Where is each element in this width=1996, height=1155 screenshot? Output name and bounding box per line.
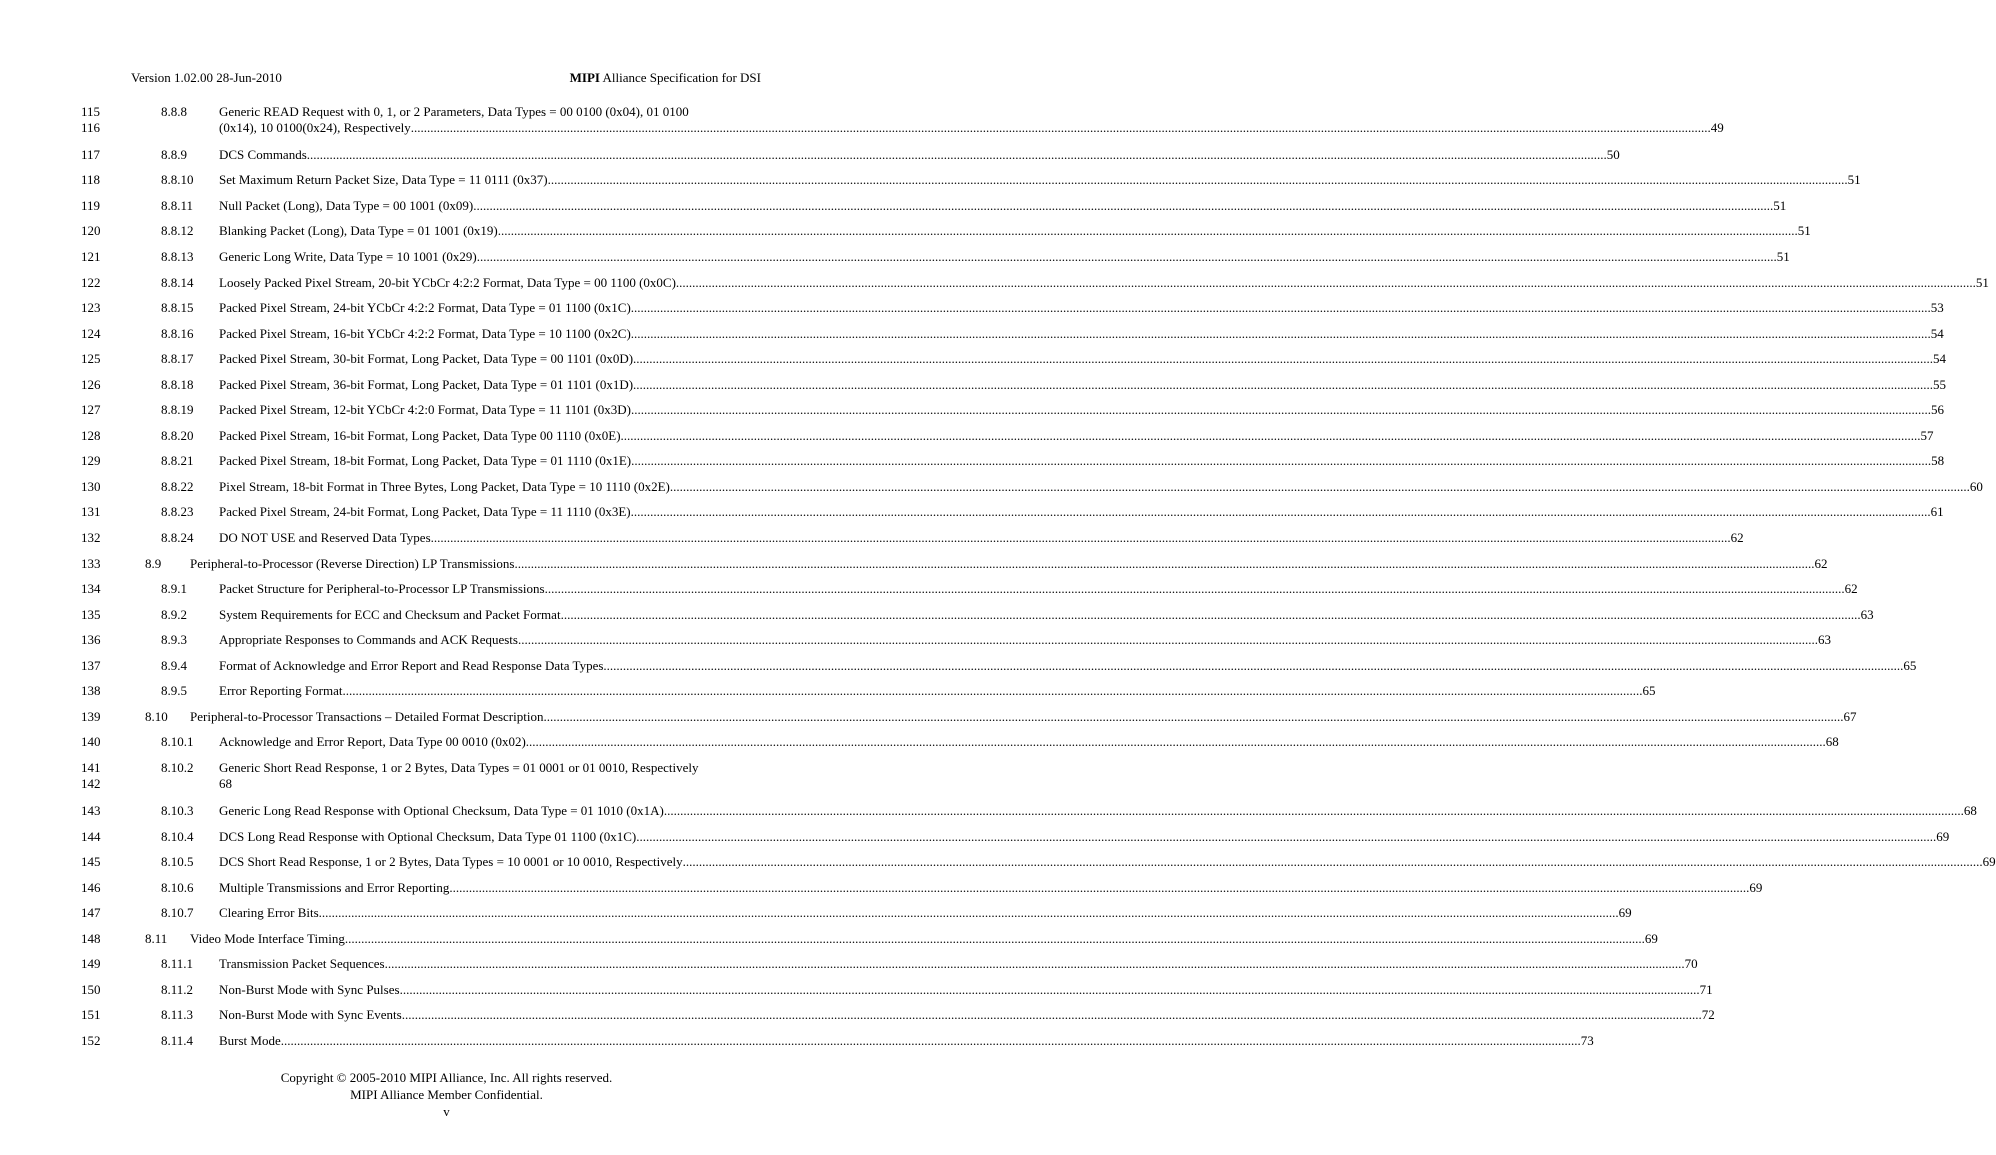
section-number: 8.8.21 (161, 453, 194, 468)
line-numbers (81, 377, 121, 393)
line-number: 148 (81, 931, 101, 946)
entry-title: Packed Pixel Stream, 30-bit Format, Long Packet, Data Type = 00 1101 (0x0D) (219, 351, 634, 366)
toc-entry-text (219, 632, 1831, 648)
line-numbers (81, 479, 121, 495)
line-number: 129 (81, 453, 101, 468)
toc-entry-text (219, 956, 1698, 972)
line-number: 116 (81, 120, 101, 135)
toc-entry-text (219, 326, 1944, 342)
page-number-link[interactable]: 73 (1580, 1033, 1594, 1048)
page-number-link[interactable]: 54 (1933, 351, 1947, 366)
entry-title: Non-Burst Mode with Sync Pulses (219, 982, 400, 997)
page-number-link[interactable]: 62 (1730, 530, 1744, 545)
section-number: 8.9.2 (161, 607, 187, 622)
section-number: 8.8.9 (161, 147, 187, 162)
dot-leader: ................................................................................................................................................................................................................................................................................................................................................................................................................ (525, 734, 1826, 749)
line-number: 145 (81, 854, 101, 869)
line-number: 117 (81, 147, 101, 162)
dot-leader: ................................................................................................................................................................................................................................................................................................................................................................................................................ (636, 829, 1937, 844)
page-number-link[interactable]: 71 (1699, 982, 1713, 997)
page-number-link[interactable]: 69 (1644, 931, 1658, 946)
section-number: 8.11.3 (161, 1007, 194, 1022)
page-number-link[interactable]: 56 (1931, 402, 1945, 417)
dot-leader: ................................................................................................................................................................................................................................................................................................................................................................................................................ (544, 581, 1845, 596)
line-number: 135 (81, 607, 101, 622)
toc-entry-text (219, 300, 1944, 316)
section-number: 8.8.19 (161, 402, 194, 417)
line-numbers (81, 709, 121, 725)
entry-title: Multiple Transmissions and Error Reporting (219, 880, 450, 895)
dot-leader: ................................................................................................................................................................................................................................................................................................................................................................................................................ (344, 931, 1645, 946)
toc-entry-text (219, 275, 1989, 291)
dot-leader: ................................................................................................................................................................................................................................................................................................................................................................................................................ (603, 658, 1904, 673)
dot-leader: ................................................................................................................................................................................................................................................................................................................................................................................................................ (543, 709, 1844, 724)
line-numbers (81, 249, 121, 265)
line-number: 143 (81, 803, 101, 818)
line-numbers (81, 300, 121, 316)
toc-entry-text (219, 803, 1977, 819)
line-numbers (81, 223, 121, 239)
toc-entry-text (219, 147, 1620, 163)
line-number: 128 (81, 428, 101, 443)
line-number: 142 (81, 776, 101, 791)
page-number-link[interactable]: 51 (1776, 249, 1790, 264)
page-number-link[interactable]: 53 (1930, 300, 1944, 315)
dot-leader: ................................................................................................................................................................................................................................................................................................................................................................................................................ (633, 351, 1934, 366)
toc-entry-text (219, 734, 1839, 750)
section-number: 8.10.5 (161, 854, 194, 869)
toc-entry-text (219, 683, 1656, 699)
section-number: 8.10.1 (161, 734, 194, 749)
header-title-bold: MIPI (569, 70, 600, 85)
page-number-link[interactable]: 54 (1930, 326, 1944, 341)
entry-title: Appropriate Responses to Commands and ACK Requests (219, 632, 518, 647)
entry-title: Format of Acknowledge and Error Report and Read Response Data Types (219, 658, 604, 673)
entry-title: Packed Pixel Stream, 24-bit YCbCr 4:2:2 Format, Data Type = 01 1100 (0x1C) (219, 300, 631, 315)
section-number: 8.9.3 (161, 632, 187, 647)
line-numbers (81, 632, 121, 648)
section-number: 8.8.15 (161, 300, 194, 315)
entry-title: (0x14), 10 0100(0x24), Respectively (219, 120, 411, 135)
dot-leader: ................................................................................................................................................................................................................................................................................................................................................................................................................ (401, 1007, 1702, 1022)
section-number: 8.8.11 (161, 198, 194, 213)
line-numbers (81, 734, 121, 750)
line-number: 121 (81, 249, 101, 264)
page-number-link[interactable]: 62 (1814, 556, 1828, 571)
toc-entry-text (219, 530, 1744, 546)
dot-leader: ................................................................................................................................................................................................................................................................................................................................................................................................................ (682, 854, 1983, 869)
line-numbers (81, 453, 121, 469)
line-numbers (81, 351, 121, 367)
entry-title: Packed Pixel Stream, 12-bit YCbCr 4:2:0 Format, Data Type = 11 1101 (0x3D) (219, 402, 632, 417)
section-number: 8.10.2 (161, 760, 194, 775)
line-numbers (81, 428, 121, 444)
entry-title: Video Mode Interface Timing (190, 931, 345, 946)
toc-entry-text (219, 581, 1858, 597)
line-number: 134 (81, 581, 101, 596)
page-number-link[interactable]: 58 (1931, 453, 1945, 468)
toc-entry-text (219, 377, 1947, 393)
dot-leader: ................................................................................................................................................................................................................................................................................................................................................................................................................ (430, 530, 1731, 545)
page-number-link[interactable]: 69 (1749, 880, 1763, 895)
line-numbers (81, 504, 121, 520)
dot-leader: ................................................................................................................................................................................................................................................................................................................................................................................................................ (476, 249, 1777, 264)
page-number-link[interactable]: 63 (1817, 632, 1831, 647)
toc-entry-text (219, 760, 761, 792)
section-number: 8.10.3 (161, 803, 194, 818)
dot-leader: ................................................................................................................................................................................................................................................................................................................................................................................................................ (675, 275, 1976, 290)
section-number: 8.10.6 (161, 880, 194, 895)
line-numbers (81, 760, 121, 792)
line-number: 152 (81, 1033, 101, 1048)
footer-confidential: MIPI Alliance Member Confidential. (350, 1087, 543, 1102)
toc-entry-text (219, 1007, 1715, 1023)
line-numbers (81, 530, 121, 546)
line-number: 147 (81, 905, 101, 920)
section-number: 8.8.22 (161, 479, 194, 494)
line-number: 136 (81, 632, 101, 647)
section-number: 8.8.14 (161, 275, 194, 290)
toc-entry-text (219, 198, 1787, 214)
entry-title: Non-Burst Mode with Sync Events (219, 1007, 402, 1022)
toc-entry-text (219, 504, 1944, 520)
toc-entry-text (219, 854, 1996, 870)
page-number-link[interactable]: 51 (1773, 198, 1787, 213)
section-number: 8.10 (145, 709, 168, 724)
toc-entry-text (219, 1033, 1594, 1049)
entry-title: Error Reporting Format (219, 683, 343, 698)
page-number-link[interactable]: 50 (1606, 147, 1620, 162)
toc-entry-text (190, 931, 1658, 947)
dot-leader: ................................................................................................................................................................................................................................................................................................................................................................................................................ (473, 198, 1774, 213)
section-number: 8.10.4 (161, 829, 194, 844)
line-numbers (81, 147, 121, 163)
section-number: 8.8.20 (161, 428, 194, 443)
footer-page-number: v (443, 1104, 450, 1119)
section-number: 8.8.23 (161, 504, 194, 519)
line-numbers (81, 931, 121, 947)
page-number-link[interactable]: 60 (1969, 479, 1983, 494)
page-number-link[interactable]: 68 (219, 776, 232, 791)
dot-leader: ................................................................................................................................................................................................................................................................................................................................................................................................................ (663, 803, 1964, 818)
line-numbers (81, 1007, 121, 1023)
toc-entry-text (219, 249, 1790, 265)
line-number: 123 (81, 300, 101, 315)
section-number: 8.9.5 (161, 683, 187, 698)
line-number: 146 (81, 880, 101, 895)
line-number: 131 (81, 504, 101, 519)
line-number: 124 (81, 326, 101, 341)
section-number: 8.11.4 (161, 1033, 194, 1048)
page-number-link[interactable]: 51 (1847, 172, 1861, 187)
entry-title: Packed Pixel Stream, 18-bit Format, Long Packet, Data Type = 01 1110 (0x1E) (219, 453, 632, 468)
section-number: 8.8.8 (161, 104, 187, 119)
toc-entry-text (219, 428, 1934, 444)
section-number: 8.8.12 (161, 223, 194, 238)
dot-leader: ................................................................................................................................................................................................................................................................................................................................................................................................................ (633, 377, 1934, 392)
line-numbers (81, 1033, 121, 1049)
dot-leader: ................................................................................................................................................................................................................................................................................................................................................................................................................ (318, 905, 1619, 920)
entry-title: DCS Short Read Response, 1 or 2 Bytes, Data Types = 10 0001 or 10 0010, Respectively (219, 854, 683, 869)
line-number: 126 (81, 377, 101, 392)
line-numbers (81, 658, 121, 674)
line-numbers (81, 803, 121, 819)
section-number: 8.8.13 (161, 249, 194, 264)
dot-leader: ................................................................................................................................................................................................................................................................................................................................................................................................................ (669, 479, 1970, 494)
line-number: 133 (81, 556, 101, 571)
dot-leader: ................................................................................................................................................................................................................................................................................................................................................................................................................ (547, 172, 1848, 187)
line-numbers (81, 402, 121, 418)
entry-title: Loosely Packed Pixel Stream, 20-bit YCbCr 4:2:2 Format, Data Type = 00 1100 (0x0C) (219, 275, 676, 290)
dot-leader: ................................................................................................................................................................................................................................................................................................................................................................................................................ (514, 556, 1815, 571)
line-numbers (81, 829, 121, 845)
entry-title: Packed Pixel Stream, 36-bit Format, Long Packet, Data Type = 01 1101 (0x1D) (219, 377, 634, 392)
page-number-link[interactable]: 51 (1975, 275, 1989, 290)
line-number: 120 (81, 223, 101, 238)
toc-entry-text (219, 658, 1917, 674)
entry-title: Packet Structure for Peripheral-to-Processor LP Transmissions (219, 581, 545, 596)
line-number: 127 (81, 402, 101, 417)
running-header-version: Version 1.02.00 28-Jun-2010 (131, 70, 282, 85)
line-numbers (81, 905, 121, 921)
section-number: 8.9.4 (161, 658, 187, 673)
page-number-link[interactable]: 62 (1844, 581, 1858, 596)
section-number: 8.8.17 (161, 351, 194, 366)
toc-entry-text (219, 829, 1950, 845)
toc-entry-text (219, 172, 1861, 188)
page-number-link[interactable]: 65 (1903, 658, 1917, 673)
page-number-link[interactable]: 72 (1701, 1007, 1715, 1022)
line-number: 125 (81, 351, 101, 366)
page-number-link[interactable]: 69 (1982, 854, 1996, 869)
entry-title: Generic Short Read Response, 1 or 2 Bytes, Data Types = 01 0001 or 01 0010, Respectively (219, 760, 699, 775)
section-number: 8.11 (145, 931, 168, 946)
entry-title: Transmission Packet Sequences (219, 956, 385, 971)
dot-leader: ................................................................................................................................................................................................................................................................................................................................................................................................................ (384, 956, 1685, 971)
entry-title: Generic Long Read Response with Optional Checksum, Data Type = 01 1010 (0x1A) (219, 803, 664, 818)
entry-title: System Requirements for ECC and Checksum and Packet Format (219, 607, 561, 622)
line-numbers (81, 956, 121, 972)
line-number: 140 (81, 734, 101, 749)
page-number-link[interactable]: 65 (1642, 683, 1656, 698)
entry-title: Peripheral-to-Processor Transactions – Detailed Format Description (190, 709, 544, 724)
dot-leader: ................................................................................................................................................................................................................................................................................................................................................................................................................ (449, 880, 1750, 895)
dot-leader: ................................................................................................................................................................................................................................................................................................................................................................................................................ (517, 632, 1818, 647)
line-numbers (81, 581, 121, 597)
toc-entry-text (190, 709, 1857, 725)
entry-title: Burst Mode (219, 1033, 281, 1048)
dot-leader: ................................................................................................................................................................................................................................................................................................................................................................................................................ (631, 453, 1932, 468)
line-number: 150 (81, 982, 101, 997)
toc-entry-text (219, 351, 1947, 367)
line-number: 122 (81, 275, 101, 290)
line-number: 138 (81, 683, 101, 698)
line-numbers (81, 982, 121, 998)
line-numbers (81, 880, 121, 896)
toc-entry-text (219, 479, 1983, 495)
line-numbers (81, 275, 121, 291)
line-number: 115 (81, 104, 101, 119)
dot-leader: ................................................................................................................................................................................................................................................................................................................................................................................................................ (280, 1033, 1581, 1048)
section-number: 8.11.1 (161, 956, 194, 971)
line-numbers (81, 198, 121, 214)
toc-entry-text (219, 880, 1763, 896)
entry-title: Packed Pixel Stream, 16-bit Format, Long Packet, Data Type 00 1110 (0x0E) (219, 428, 621, 443)
line-numbers (81, 104, 121, 136)
entry-title: Pixel Stream, 18-bit Format in Three Bytes, Long Packet, Data Type = 10 1110 (0x2E) (219, 479, 670, 494)
line-number: 119 (81, 198, 101, 213)
section-number: 8.11.2 (161, 982, 194, 997)
line-number: 141 (81, 760, 101, 775)
dot-leader: ................................................................................................................................................................................................................................................................................................................................................................................................................ (399, 982, 1700, 997)
page-number-link[interactable]: 63 (1860, 607, 1874, 622)
toc-entry-text (219, 607, 1874, 623)
dot-leader: ................................................................................................................................................................................................................................................................................................................................................................................................................ (560, 607, 1861, 622)
entry-title: Acknowledge and Error Report, Data Type 00 0010 (0x02) (219, 734, 526, 749)
entry-title: Packed Pixel Stream, 24-bit Format, Long Packet, Data Type = 11 1110 (0x3E) (219, 504, 631, 519)
page-number-link[interactable]: 49 (1710, 120, 1724, 135)
line-number: 139 (81, 709, 101, 724)
page-number-link[interactable]: 55 (1933, 377, 1947, 392)
entry-title: Peripheral-to-Processor (Reverse Direction) LP Transmissions (190, 556, 515, 571)
section-number: 8.10.7 (161, 905, 194, 920)
section-number: 8.9 (145, 556, 162, 571)
toc-entry-text (219, 104, 1724, 136)
entry-title: Null Packet (Long), Data Type = 00 1001 (0x09) (219, 198, 474, 213)
line-number: 130 (81, 479, 101, 494)
line-numbers (81, 556, 121, 572)
header-title-rest: Alliance Specification for DSI (599, 70, 761, 85)
line-number: 137 (81, 658, 101, 673)
line-numbers (81, 854, 121, 870)
line-number: 151 (81, 1007, 101, 1022)
line-numbers (81, 683, 121, 699)
page-number-link[interactable]: 70 (1684, 956, 1698, 971)
dot-leader: ................................................................................................................................................................................................................................................................................................................................................................................................................ (620, 428, 1921, 443)
toc-entry-text (219, 982, 1713, 998)
page-number-link[interactable]: 51 (1797, 223, 1811, 238)
entry-title: Generic READ Request with 0, 1, or 2 Parameters, Data Types = 00 0100 (0x04), 01 0100 (219, 104, 689, 119)
page-number-link[interactable]: 57 (1920, 428, 1934, 443)
page-number-link[interactable]: 67 (1843, 709, 1857, 724)
entry-title: DCS Commands (219, 147, 307, 162)
section-number: 8.8.24 (161, 530, 194, 545)
page-number-link[interactable]: 68 (1963, 803, 1977, 818)
dot-leader: ................................................................................................................................................................................................................................................................................................................................................................................................................ (410, 120, 1711, 135)
line-number: 144 (81, 829, 101, 844)
entry-title: Generic Long Write, Data Type = 10 1001 (0x29) (219, 249, 477, 264)
entry-title: Clearing Error Bits (219, 905, 319, 920)
page-number-link[interactable]: 68 (1825, 734, 1839, 749)
dot-leader: ................................................................................................................................................................................................................................................................................................................................................................................................................ (630, 504, 1931, 519)
dot-leader: ................................................................................................................................................................................................................................................................................................................................................................................................................ (631, 402, 1932, 417)
toc-entry-text (219, 223, 1811, 239)
toc-entry-text (190, 556, 1828, 572)
toc-entry-text (219, 402, 1945, 418)
section-number: 8.9.1 (161, 581, 187, 596)
page-number-link[interactable]: 69 (1618, 905, 1632, 920)
section-number: 8.8.18 (161, 377, 194, 392)
line-number: 118 (81, 172, 101, 187)
page-number-link[interactable]: 61 (1930, 504, 1944, 519)
page-number-link[interactable]: 69 (1936, 829, 1950, 844)
entry-title: Blanking Packet (Long), Data Type = 01 1001 (0x19) (219, 223, 498, 238)
section-number: 8.8.16 (161, 326, 194, 341)
line-numbers (81, 607, 121, 623)
line-numbers (81, 326, 121, 342)
dot-leader: ................................................................................................................................................................................................................................................................................................................................................................................................................ (630, 326, 1931, 341)
entry-title: DCS Long Read Response with Optional Checksum, Data Type 01 1100 (0x1C) (219, 829, 637, 844)
toc-entry-text (219, 905, 1632, 921)
entry-title: Set Maximum Return Packet Size, Data Type = 11 0111 (0x37) (219, 172, 548, 187)
line-numbers (81, 172, 121, 188)
toc-entry-text (219, 453, 1945, 469)
footer-copyright: Copyright © 2005-2010 MIPI Alliance, Inc. All rights reserved. (280, 1070, 613, 1085)
line-number: 132 (81, 530, 101, 545)
dot-leader: ................................................................................................................................................................................................................................................................................................................................................................................................................ (306, 147, 1607, 162)
dot-leader: ................................................................................................................................................................................................................................................................................................................................................................................................................ (342, 683, 1643, 698)
entry-title: Packed Pixel Stream, 16-bit YCbCr 4:2:2 Format, Data Type = 10 1100 (0x2C) (219, 326, 631, 341)
dot-leader: ................................................................................................................................................................................................................................................................................................................................................................................................................ (630, 300, 1931, 315)
line-number: 149 (81, 956, 101, 971)
section-number: 8.8.10 (161, 172, 194, 187)
entry-title: DO NOT USE and Reserved Data Types (219, 530, 431, 545)
dot-leader: ................................................................................................................................................................................................................................................................................................................................................................................................................ (497, 223, 1798, 238)
